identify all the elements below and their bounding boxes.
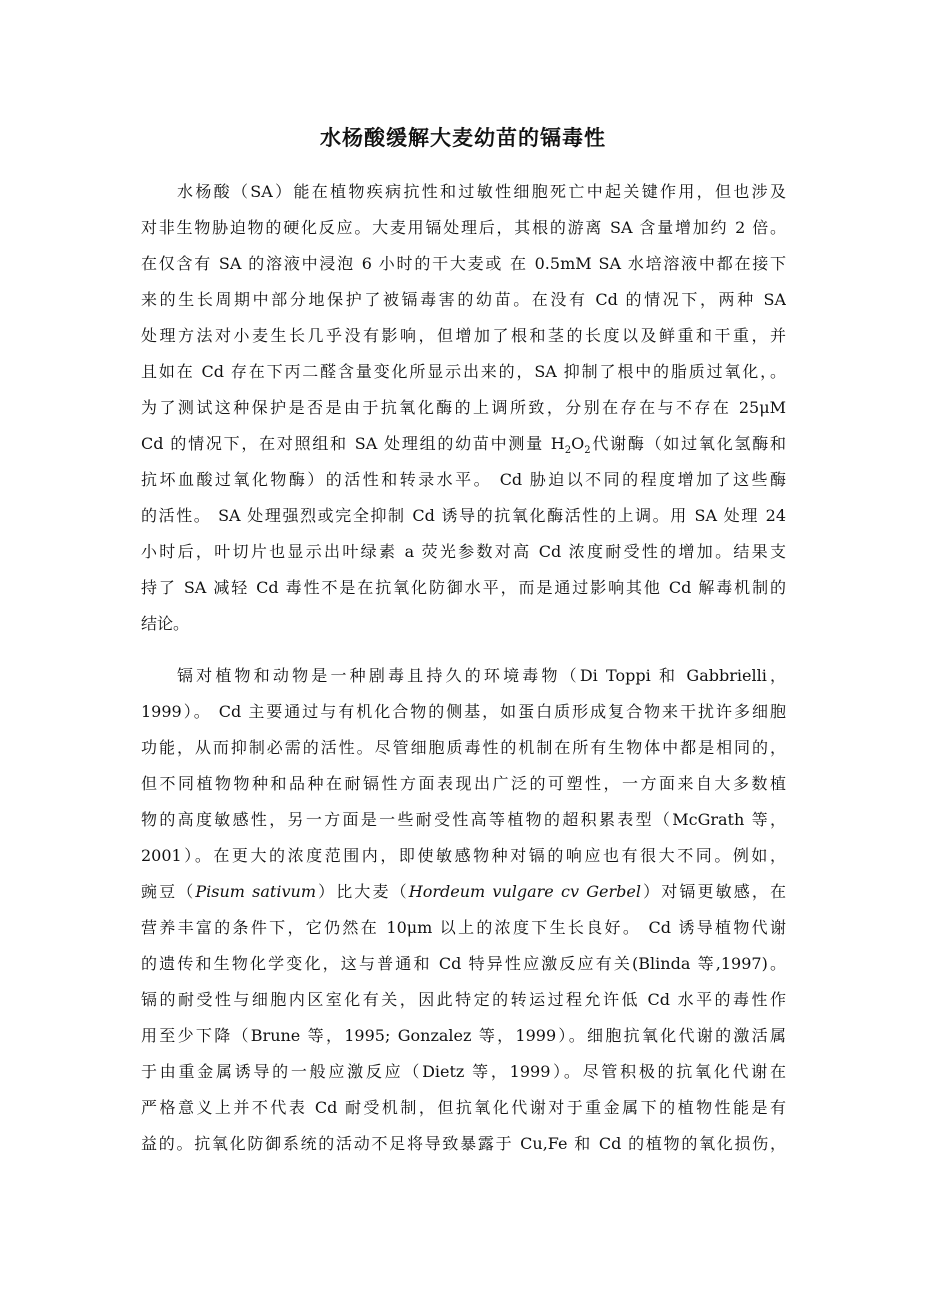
- text-segment: Cd 的情况下，在对照组和 SA 处理组的幼苗中测量 H: [141, 434, 565, 453]
- species-name: Hordeum vulgare cv Gerbel: [408, 882, 641, 901]
- text-line: 镉对植物和动物是一种剧毒且持久的环境毒物（Di Toppi 和 Gabbrielli，: [177, 666, 786, 685]
- text-line: [141, 881, 786, 903]
- text-line: 2001）。在更大的浓度范围内，即使敏感物种对镉的响应也有很大不同。例如，: [141, 846, 786, 865]
- subscript: 2: [584, 445, 591, 455]
- text-line: 小时后，叶切片也显示出叶绿素 a 荧光参数对高 Cd 浓度耐受性的增加。结果支: [141, 542, 786, 561]
- text-line: 但不同植物物种和品种在耐镉性方面表现出广泛的可塑性，一方面来自大多数植: [141, 774, 786, 793]
- text-line: 1999）。 Cd 主要通过与有机化合物的侧基，如蛋白质形成复合物来干扰许多细胞: [141, 702, 786, 721]
- text-line: 的遗传和生物化学变化，这与普通和 Cd 特异性应激反应有关(Blinda 等,1997)。: [141, 954, 786, 973]
- text-line: 抗坏血酸过氧化物酶）的活性和转录水平。 Cd 胁迫以不同的程度增加了这些酶: [141, 470, 786, 489]
- text-segment: ）比大麦（: [316, 882, 409, 901]
- page-title: 水杨酸缓解大麦幼苗的镉毒性: [320, 126, 606, 150]
- text-line: 结论。: [141, 614, 190, 633]
- text-line: 持了 SA 减轻 Cd 毒性不是在抗氧化防御水平，而是通过影响其他 Cd 解毒机制的: [141, 578, 786, 597]
- text-line: 的活性。 SA 处理强烈或完全抑制 Cd 诱导的抗氧化酶活性的上调。用 SA 处理 24: [141, 506, 786, 525]
- text-line: 于由重金属诱导的一般应激反应（Dietz 等，1999）。尽管积极的抗氧化代谢在: [141, 1062, 786, 1081]
- text-line: 为了测试这种保护是否是由于抗氧化酶的上调所致，分别在存在与不存在 25μM: [141, 398, 786, 417]
- text-line: 且如在 Cd 存在下丙二醛含量变化所显示出来的，SA 抑制了根中的脂质过氧化，。: [141, 362, 786, 381]
- subscript: 2: [564, 445, 572, 455]
- text-segment: O: [571, 434, 585, 453]
- text-line: 益的。抗氧化防御系统的活动不足将导致暴露于 Cu,Fe 和 Cd 的植物的氧化损伤，: [141, 1134, 786, 1153]
- text-segment: 代谢酶（如过氧化氢酶和: [590, 434, 786, 453]
- text-line: 功能，从而抑制必需的活性。尽管细胞质毒性的机制在所有生物体中都是相同的，: [141, 738, 786, 757]
- text-line: 来的生长周期中部分地保护了被镉毒害的幼苗。在没有 Cd 的情况下，两种 SA: [141, 290, 786, 309]
- text-line: 镉的耐受性与细胞内区室化有关，因此特定的转运过程允许低 Cd 水平的毒性作: [141, 990, 786, 1009]
- text-line: 用至少下降（Brune 等，1995; Gonzalez 等，1999）。细胞抗氧化代谢的激活属: [141, 1026, 786, 1045]
- text-segment: ）对镉更敏感，在: [640, 882, 786, 901]
- text-line: 在仅含有 SA 的溶液中浸泡 6 小时的干大麦或 在 0.5mM SA 水培溶液中都在接下: [141, 254, 786, 273]
- text-segment: 豌豆（: [141, 882, 196, 901]
- text-line: [141, 433, 786, 455]
- text-line: 对非生物胁迫物的硬化反应。大麦用镉处理后，其根的游离 SA 含量增加约 2 倍。: [141, 218, 786, 237]
- text-line: 营养丰富的条件下，它仍然在 10μm 以上的浓度下生长良好。 Cd 诱导植物代谢: [141, 918, 786, 937]
- species-name: Pisum sativum: [195, 882, 316, 901]
- text-line: 严格意义上并不代表 Cd 耐受机制，但抗氧化代谢对于重金属下的植物性能是有: [141, 1098, 786, 1117]
- text-line: 水杨酸（SA）能在植物疾病抗性和过敏性细胞死亡中起关键作用，但也涉及: [177, 182, 786, 201]
- text-line: 处理方法对小麦生长几乎没有影响，但增加了根和茎的长度以及鲜重和干重，并: [141, 326, 786, 345]
- text-line: 物的高度敏感性，另一方面是一些耐受性高等植物的超积累表型（McGrath 等，: [141, 810, 786, 829]
